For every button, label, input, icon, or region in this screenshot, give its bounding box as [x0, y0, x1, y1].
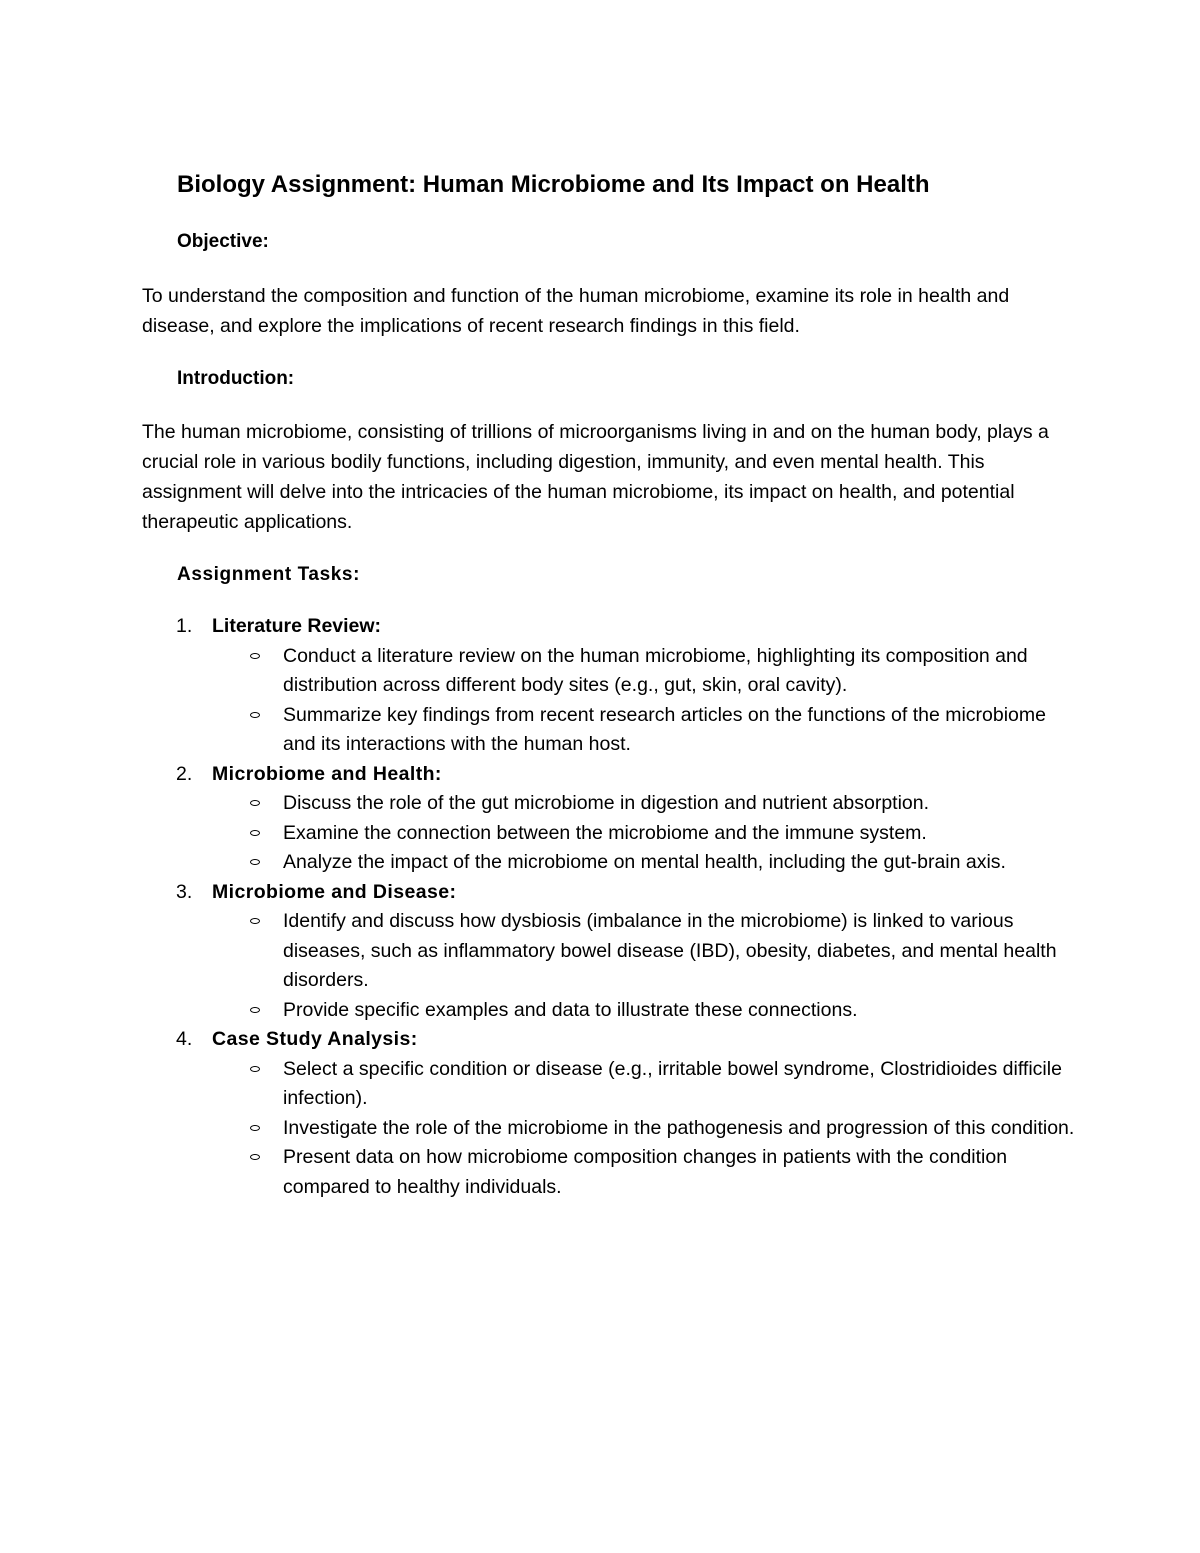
hollow-bullet-icon	[250, 712, 260, 718]
task-number: 1.	[176, 615, 193, 637]
task-bullet	[212, 848, 1082, 878]
hollow-bullet-icon	[250, 830, 260, 836]
task-bullet	[212, 1143, 1082, 1202]
task-title: Literature Review:	[212, 615, 382, 637]
hollow-bullet-icon	[250, 1066, 260, 1072]
task-number: 3.	[176, 880, 193, 903]
task-title: Microbiome and Disease:	[212, 880, 457, 903]
task-bullet	[212, 701, 1082, 760]
task-bullet-list	[212, 1055, 1082, 1203]
task-bullet-text: Conduct a literature review on the human microbiome, highlighting its composition and distribution across different body sites (e.g., gut, skin, oral cavity).	[283, 644, 1028, 696]
objective-text: To understand the composition and function of the human microbiome, examine its role in health and disease, and explore the implications of recent research findings in this field.	[142, 285, 1010, 337]
task-bullet-text: Identify and discuss how dysbiosis (imbalance in the microbiome) is linked to various diseases, such as inflammatory bowel disease (IBD), obesity, diabetes, and mental health disorders.	[283, 910, 1057, 991]
task-item	[142, 878, 1082, 1026]
document-title: Biology Assignment: Human Microbiome and Its Impact on Health	[177, 171, 930, 198]
task-bullet	[212, 642, 1082, 701]
hollow-bullet-icon	[250, 859, 260, 865]
task-title: Microbiome and Health:	[212, 762, 442, 785]
task-bullet-text: Investigate the role of the microbiome in the pathogenesis and progression of this condition.	[283, 1116, 1075, 1139]
task-item	[142, 1025, 1082, 1202]
hollow-bullet-icon	[250, 653, 260, 659]
task-bullet-text: Summarize key findings from recent research articles on the functions of the microbiome and its interactions with the human host.	[283, 703, 1046, 755]
task-bullet	[212, 907, 1082, 996]
task-bullet	[212, 819, 1082, 849]
task-bullet-text: Select a specific condition or disease (e.g., irritable bowel syndrome, Clostridioides difficile infection).	[283, 1057, 1062, 1109]
task-number: 2.	[176, 762, 193, 785]
hollow-bullet-icon	[250, 1007, 260, 1013]
task-item	[142, 612, 1082, 760]
task-bullet-text: Provide specific examples and data to illustrate these connections.	[283, 998, 858, 1021]
task-bullet	[212, 1055, 1082, 1114]
hollow-bullet-icon	[250, 1154, 260, 1160]
task-number: 4.	[176, 1028, 193, 1050]
tasks-heading: Assignment Tasks:	[177, 564, 361, 585]
objective-heading: Objective:	[177, 231, 269, 252]
task-bullet	[212, 789, 1082, 819]
hollow-bullet-icon	[250, 918, 260, 924]
hollow-bullet-icon	[250, 800, 260, 806]
introduction-heading: Introduction:	[177, 368, 295, 389]
task-bullet-list	[212, 642, 1082, 760]
task-bullet	[212, 996, 1082, 1026]
task-bullet-text: Analyze the impact of the microbiome on mental health, including the gut-brain axis.	[283, 851, 1006, 873]
task-bullet-text: Present data on how microbiome composition changes in patients with the condition compared to healthy individuals.	[283, 1146, 1008, 1198]
task-bullet-text: Discuss the role of the gut microbiome in digestion and nutrient absorption.	[283, 792, 930, 814]
task-bullet-list	[212, 907, 1082, 1025]
task-bullet	[212, 1114, 1082, 1144]
task-list	[142, 612, 1082, 1202]
task-title: Case Study Analysis:	[212, 1028, 418, 1050]
task-item	[142, 760, 1082, 878]
introduction-text: The human microbiome, consisting of trillions of microorganisms living in and on the human body, plays a crucial role in various bodily functions, including digestion, immunity, and even mental health. This assignment will delve into the intricacies of the human microbiome, its impact on health, and potential therapeutic applications.	[142, 421, 1049, 533]
task-bullet-text: Examine the connection between the microbiome and the immune system.	[283, 821, 927, 844]
hollow-bullet-icon	[250, 1125, 260, 1131]
task-bullet-list	[212, 789, 1082, 878]
